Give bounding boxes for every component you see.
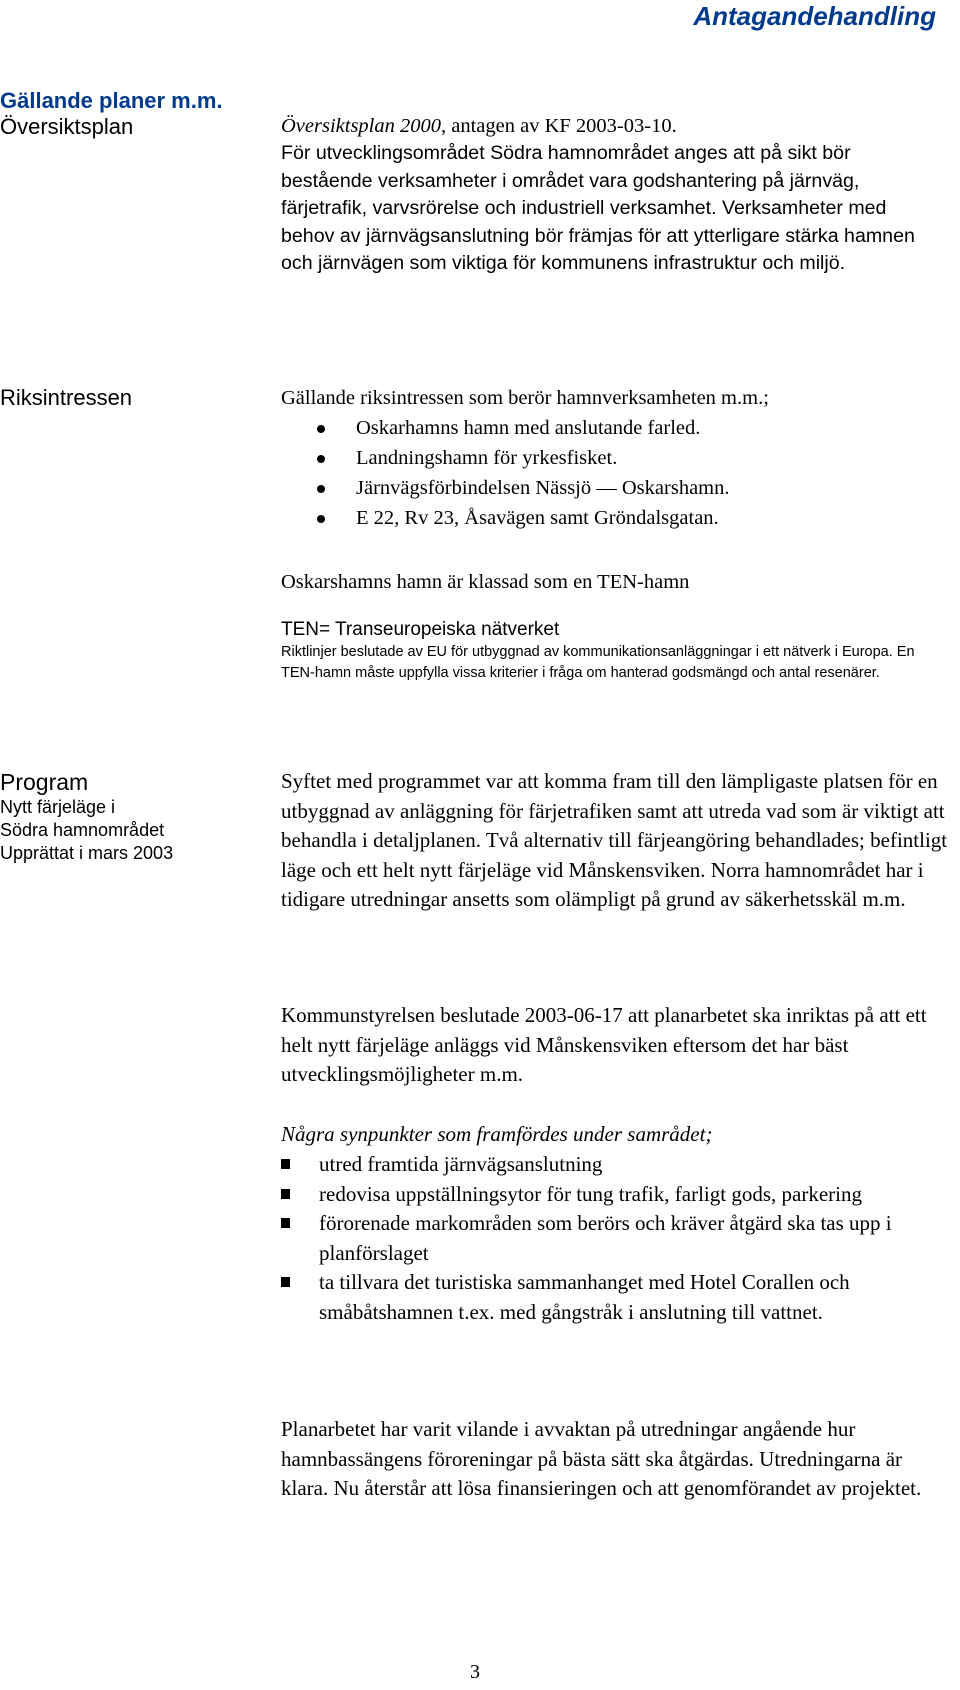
list-item: E 22, Rv 23, Åsavägen samt Gröndalsgatan. <box>281 504 951 534</box>
riksintressen-label: Riksintressen <box>0 385 133 410</box>
square-bullet-icon <box>281 1277 290 1287</box>
square-bullet-icon <box>281 1218 290 1228</box>
program-paragraph-1: Syftet med programmet var att komma fram till den lämpligaste platsen för en utbyggnad av anläggning för färjetrafiken samt att utreda vad som är viktigt att behandla i detaljplanen. Två alternativ till färjeangöring behandlades; befintligt läge och ett helt nytt färjeläge vid Månskensviken. Norra hamnområdet har i tidigare utredningar ansetts som olämpligt på grund av säkerhetsskäl m.m. <box>281 769 948 911</box>
oversiktsplan-label: Översiktsplan <box>0 114 134 139</box>
list-item: Landningshamn för yrkesfisket. <box>281 444 951 474</box>
synpunkter-list <box>281 1150 951 1327</box>
oversiktsplan-title-italic: Översiktsplan 2000 <box>281 115 441 137</box>
program-paragraph-3: Planarbetet har varit vilande i avvaktan på utredningar angående hur hamnbassängens föroreningar på bästa sätt ska åtgärdas. Utredningarna är klara. Nu återstår att lösa finansieringen och att genomförandet av projektet. <box>281 1417 922 1500</box>
bullet-dot-icon <box>317 485 325 493</box>
synpunkter-heading: Några synpunkter som framfördes under samrådet; <box>281 1122 713 1146</box>
list-item: ta tillvara det turistiska sammanhanget med Hotel Corallen och småbåtshamnen t.ex. med gångstråk i anslutning till vattnet. <box>281 1268 951 1327</box>
riksintressen-list <box>281 414 951 534</box>
ten-statement: Oskarshamns hamn är klassad som en TEN-hamn <box>281 571 690 593</box>
oversiktsplan-title-rest: , antagen av KF 2003-03-10. <box>441 115 677 137</box>
list-item: utred framtida järnvägsanslutning <box>281 1150 951 1180</box>
program-subtitle-2: Södra hamnområdet <box>0 820 165 840</box>
ten-title: TEN= Transeuropeiska nätverket <box>281 619 560 640</box>
program-subtitle-1: Nytt färjeläge i <box>0 797 116 817</box>
page-number: 3 <box>470 1661 480 1683</box>
list-item: Järnvägsförbindelsen Nässjö — Oskarshamn. <box>281 474 951 504</box>
list-item: förorenade markområden som berörs och kräver åtgärd ska tas upp i planförslaget <box>281 1209 951 1268</box>
section-heading: Gällande planer m.m. <box>0 88 223 113</box>
ten-body: Riktlinjer beslutade av EU för utbyggnad av kommunikationsanläggningar i ett nätverk i Europa. En TEN-hamn måste uppfylla vissa kriterier i fråga om hanterad godsmängd och antal resenärer. <box>281 644 915 681</box>
list-item: Oskarhamns hamn med anslutande farled. <box>281 414 951 444</box>
program-paragraph-2: Kommunstyrelsen beslutade 2003-06-17 att planarbetet ska inriktas på att ett helt nytt färjeläge anläggs vid Månskensviken eftersom det har bäst utvecklingsmöjligheter m.m. <box>281 1003 927 1086</box>
oversiktsplan-title <box>281 112 951 140</box>
program-subtitle-3: Upprättat i mars 2003 <box>0 843 174 863</box>
bullet-dot-icon <box>317 425 325 433</box>
bullet-dot-icon <box>317 515 325 523</box>
list-item: redovisa uppställningsytor för tung trafik, farligt gods, parkering <box>281 1180 951 1210</box>
oversiktsplan-body: För utvecklingsområdet Södra hamnområdet anges att på sikt bör bestående verksamheter i området vara godshantering på järnväg, färjetrafik, varvsrörelse och industriell verksamhet. Verksamheter med behov av järnvägsanslutning bör främjas för att ytterligare stärka hamnen och järnvägen som viktiga för kommunens infrastruktur och miljö. <box>281 142 915 275</box>
program-label-block <box>0 768 270 865</box>
program-title: Program <box>0 769 89 795</box>
square-bullet-icon <box>281 1189 290 1199</box>
bullet-dot-icon <box>317 455 325 463</box>
document-status-title: Antagandehandling <box>693 1 936 31</box>
riksintressen-intro: Gällande riksintressen som berör hamnverksamheten m.m.; <box>281 387 769 409</box>
square-bullet-icon <box>281 1159 290 1169</box>
